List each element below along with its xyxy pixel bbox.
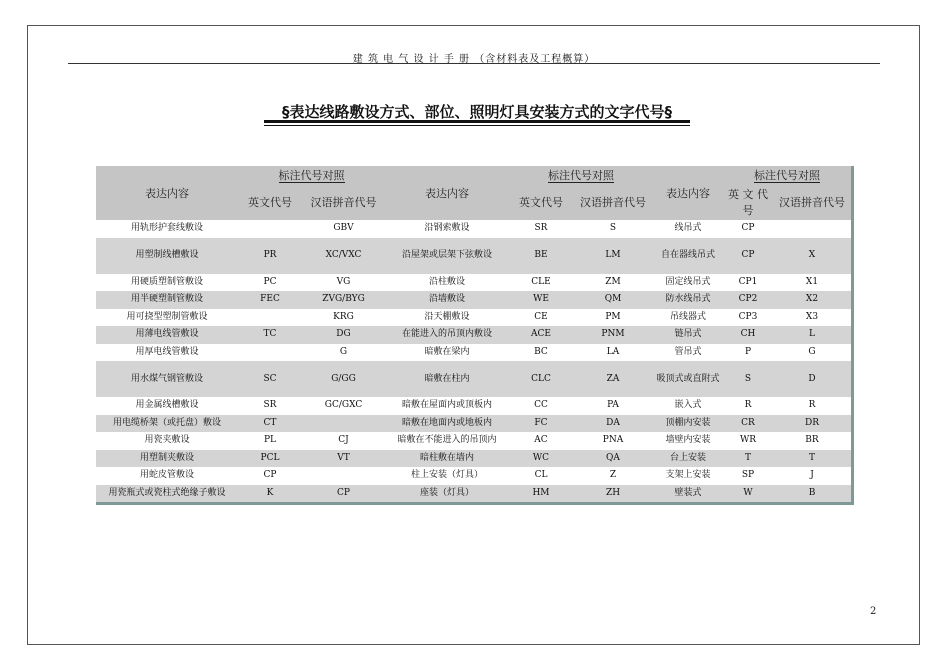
cell-py-2: LM xyxy=(573,238,653,274)
cell-content-1: 用塑制夹敷设 xyxy=(96,450,238,468)
table-row xyxy=(96,432,851,450)
cell-en-2: HM xyxy=(509,485,573,503)
header-group-2: 标注代号对照 xyxy=(509,166,653,183)
cell-en-3: CH xyxy=(723,326,773,344)
header-content-3: 表达内容 xyxy=(653,166,723,220)
cell-content-2: 沿墙敷设 xyxy=(385,291,509,309)
cell-content-2: 沿屋架或层架下弦敷设 xyxy=(385,238,509,274)
cell-en-3: CP2 xyxy=(723,291,773,309)
header-rule xyxy=(68,63,880,64)
table-row xyxy=(96,291,851,309)
page-title: §表达线路敷设方式、部位、照明灯具安装方式的文字代号§ xyxy=(281,103,672,121)
cell-py-2: DA xyxy=(573,415,653,433)
cell-en-2: BC xyxy=(509,344,573,362)
cell-en-2: SR xyxy=(509,220,573,238)
cell-py-2: ZM xyxy=(573,274,653,292)
cell-py-1: CJ xyxy=(302,432,385,450)
cell-content-2: 座装（灯具） xyxy=(385,485,509,503)
header-content-1: 表达内容 xyxy=(96,166,238,220)
cell-py-3: X3 xyxy=(773,309,851,327)
header-group-3: 标注代号对照 xyxy=(723,166,851,183)
table-row xyxy=(96,309,851,327)
cell-en-3: CR xyxy=(723,415,773,433)
cell-py-1 xyxy=(302,467,385,485)
cell-py-2: QM xyxy=(573,291,653,309)
cell-py-2: LA xyxy=(573,344,653,362)
cell-en-2: CC xyxy=(509,397,573,415)
cell-content-1: 用厚电线管敷设 xyxy=(96,344,238,362)
cell-en-2: BE xyxy=(509,238,573,274)
cell-en-3: T xyxy=(723,450,773,468)
cell-content-2: 柱上安装（灯具） xyxy=(385,467,509,485)
table-row xyxy=(96,397,851,415)
cell-content-3: 自在器线吊式 xyxy=(653,238,723,274)
cell-py-1: XC/VXC xyxy=(302,238,385,274)
cell-content-1: 用水煤气钢管敷设 xyxy=(96,361,238,397)
cell-py-1: GC/GXC xyxy=(302,397,385,415)
cell-content-1: 用蛇皮管敷设 xyxy=(96,467,238,485)
cell-content-3: 支架上安装 xyxy=(653,467,723,485)
cell-content-3: 管吊式 xyxy=(653,344,723,362)
title-underline-thick xyxy=(264,120,690,123)
code-table-container xyxy=(96,166,854,505)
cell-py-2: Z xyxy=(573,467,653,485)
cell-content-1: 用薄电线管敷设 xyxy=(96,326,238,344)
cell-en-1: FEC xyxy=(238,291,302,309)
cell-en-2: CL xyxy=(509,467,573,485)
cell-en-2: AC xyxy=(509,432,573,450)
cell-en-3: CP1 xyxy=(723,274,773,292)
cell-py-3: G xyxy=(773,344,851,362)
cell-content-2: 暗敷在不能进入的吊顶内 xyxy=(385,432,509,450)
header-en-1: 英文代号 xyxy=(238,183,302,220)
cell-en-2: CLE xyxy=(509,274,573,292)
cell-content-3: 线吊式 xyxy=(653,220,723,238)
cell-py-2: QA xyxy=(573,450,653,468)
table-row xyxy=(96,485,851,503)
cell-py-1 xyxy=(302,415,385,433)
cell-en-2: WC xyxy=(509,450,573,468)
cell-py-3: L xyxy=(773,326,851,344)
cell-en-3: CP xyxy=(723,220,773,238)
cell-py-2: ZH xyxy=(573,485,653,503)
cell-py-1: KRG xyxy=(302,309,385,327)
page-number: 2 xyxy=(870,606,877,617)
cell-content-3: 嵌入式 xyxy=(653,397,723,415)
cell-en-3: CP3 xyxy=(723,309,773,327)
cell-en-1: PCL xyxy=(238,450,302,468)
cell-py-3: J xyxy=(773,467,851,485)
cell-en-3: SP xyxy=(723,467,773,485)
header-py-1: 汉语拼音代号 xyxy=(302,183,385,220)
cell-py-3: T xyxy=(773,450,851,468)
cell-py-1: VG xyxy=(302,274,385,292)
cell-en-3: WR xyxy=(723,432,773,450)
cell-py-3: BR xyxy=(773,432,851,450)
header-group-1: 标注代号对照 xyxy=(238,166,385,183)
table-row xyxy=(96,220,851,238)
header-en-3: 英 文 代号 xyxy=(723,183,773,220)
cell-content-2: 暗敷在屋面内或顶板内 xyxy=(385,397,509,415)
cell-content-3: 链吊式 xyxy=(653,326,723,344)
cell-py-2: PA xyxy=(573,397,653,415)
cell-py-3: X xyxy=(773,238,851,274)
cell-content-2: 沿天棚敷设 xyxy=(385,309,509,327)
cell-py-1: CP xyxy=(302,485,385,503)
cell-content-3: 吊线器式 xyxy=(653,309,723,327)
cell-content-1: 用可挠型塑制管敷设 xyxy=(96,309,238,327)
table-row xyxy=(96,361,851,397)
header-content-2: 表达内容 xyxy=(385,166,509,220)
table-row xyxy=(96,344,851,362)
cell-content-3: 吸顶式或直附式 xyxy=(653,361,723,397)
cell-en-1: SC xyxy=(238,361,302,397)
cell-py-3: DR xyxy=(773,415,851,433)
cell-content-1: 用瓷瓶式或瓷柱式绝缘子敷设 xyxy=(96,485,238,503)
cell-py-1: GBV xyxy=(302,220,385,238)
cell-en-1: SR xyxy=(238,397,302,415)
cell-content-1: 用金属线槽敷设 xyxy=(96,397,238,415)
table-row xyxy=(96,415,851,433)
cell-en-3: W xyxy=(723,485,773,503)
code-table xyxy=(96,166,851,502)
cell-content-3: 顶棚内安装 xyxy=(653,415,723,433)
cell-py-2: PNA xyxy=(573,432,653,450)
cell-content-3: 固定线吊式 xyxy=(653,274,723,292)
cell-py-3: B xyxy=(773,485,851,503)
cell-en-3: S xyxy=(723,361,773,397)
cell-py-2: PM xyxy=(573,309,653,327)
table-row xyxy=(96,450,851,468)
cell-py-2: PNM xyxy=(573,326,653,344)
cell-content-2: 暗敷在梁内 xyxy=(385,344,509,362)
cell-en-3: R xyxy=(723,397,773,415)
cell-py-3 xyxy=(773,220,851,238)
cell-content-3: 壁装式 xyxy=(653,485,723,503)
cell-content-3: 墙壁内安装 xyxy=(653,432,723,450)
title-underline-thin xyxy=(264,125,690,126)
cell-py-2: ZA xyxy=(573,361,653,397)
cell-content-1: 用瓷夹敷设 xyxy=(96,432,238,450)
header-py-2: 汉语拼音代号 xyxy=(573,183,653,220)
cell-en-3: P xyxy=(723,344,773,362)
cell-py-3: D xyxy=(773,361,851,397)
cell-en-1: TC xyxy=(238,326,302,344)
cell-py-1: ZVG/BYG xyxy=(302,291,385,309)
cell-en-1 xyxy=(238,220,302,238)
cell-en-2: WE xyxy=(509,291,573,309)
cell-content-2: 在能进入的吊顶内敷设 xyxy=(385,326,509,344)
table-row xyxy=(96,326,851,344)
cell-en-1: CP xyxy=(238,467,302,485)
cell-content-1: 用半硬塑制管敷设 xyxy=(96,291,238,309)
table-row xyxy=(96,467,851,485)
table-row xyxy=(96,274,851,292)
cell-en-1: PL xyxy=(238,432,302,450)
cell-en-2: FC xyxy=(509,415,573,433)
cell-en-2: ACE xyxy=(509,326,573,344)
cell-content-1: 用电缆桥架（或托盘）敷设 xyxy=(96,415,238,433)
cell-py-1: VT xyxy=(302,450,385,468)
table-body xyxy=(96,220,851,502)
cell-py-1: DG xyxy=(302,326,385,344)
header-py-3: 汉语拼音代号 xyxy=(773,183,851,220)
cell-en-1: PR xyxy=(238,238,302,274)
cell-en-1 xyxy=(238,309,302,327)
cell-en-2: CE xyxy=(509,309,573,327)
cell-py-3: X1 xyxy=(773,274,851,292)
cell-content-2: 暗敷在地面内或地板内 xyxy=(385,415,509,433)
cell-en-1: PC xyxy=(238,274,302,292)
cell-py-3: X2 xyxy=(773,291,851,309)
cell-content-3: 台上安装 xyxy=(653,450,723,468)
cell-content-2: 沿柱敷设 xyxy=(385,274,509,292)
cell-en-1 xyxy=(238,344,302,362)
cell-en-1: K xyxy=(238,485,302,503)
cell-content-3: 防水线吊式 xyxy=(653,291,723,309)
header-en-2: 英文代号 xyxy=(509,183,573,220)
cell-py-3: R xyxy=(773,397,851,415)
cell-content-2: 暗敷在柱内 xyxy=(385,361,509,397)
cell-py-1: G/GG xyxy=(302,361,385,397)
cell-content-1: 用硬质塑制管敷设 xyxy=(96,274,238,292)
table-row xyxy=(96,238,851,274)
cell-content-2: 沿钢索敷设 xyxy=(385,220,509,238)
cell-content-1: 用轨形护套线敷设 xyxy=(96,220,238,238)
cell-py-1: G xyxy=(302,344,385,362)
cell-py-2: S xyxy=(573,220,653,238)
cell-en-1: CT xyxy=(238,415,302,433)
cell-content-1: 用塑制线槽敷设 xyxy=(96,238,238,274)
running-header: 建 筑 电 气 设 计 手 册 （含材料表及工程概算） xyxy=(352,54,596,65)
cell-en-2: CLC xyxy=(509,361,573,397)
cell-en-3: CP xyxy=(723,238,773,274)
cell-content-2: 暗柱敷在墙内 xyxy=(385,450,509,468)
